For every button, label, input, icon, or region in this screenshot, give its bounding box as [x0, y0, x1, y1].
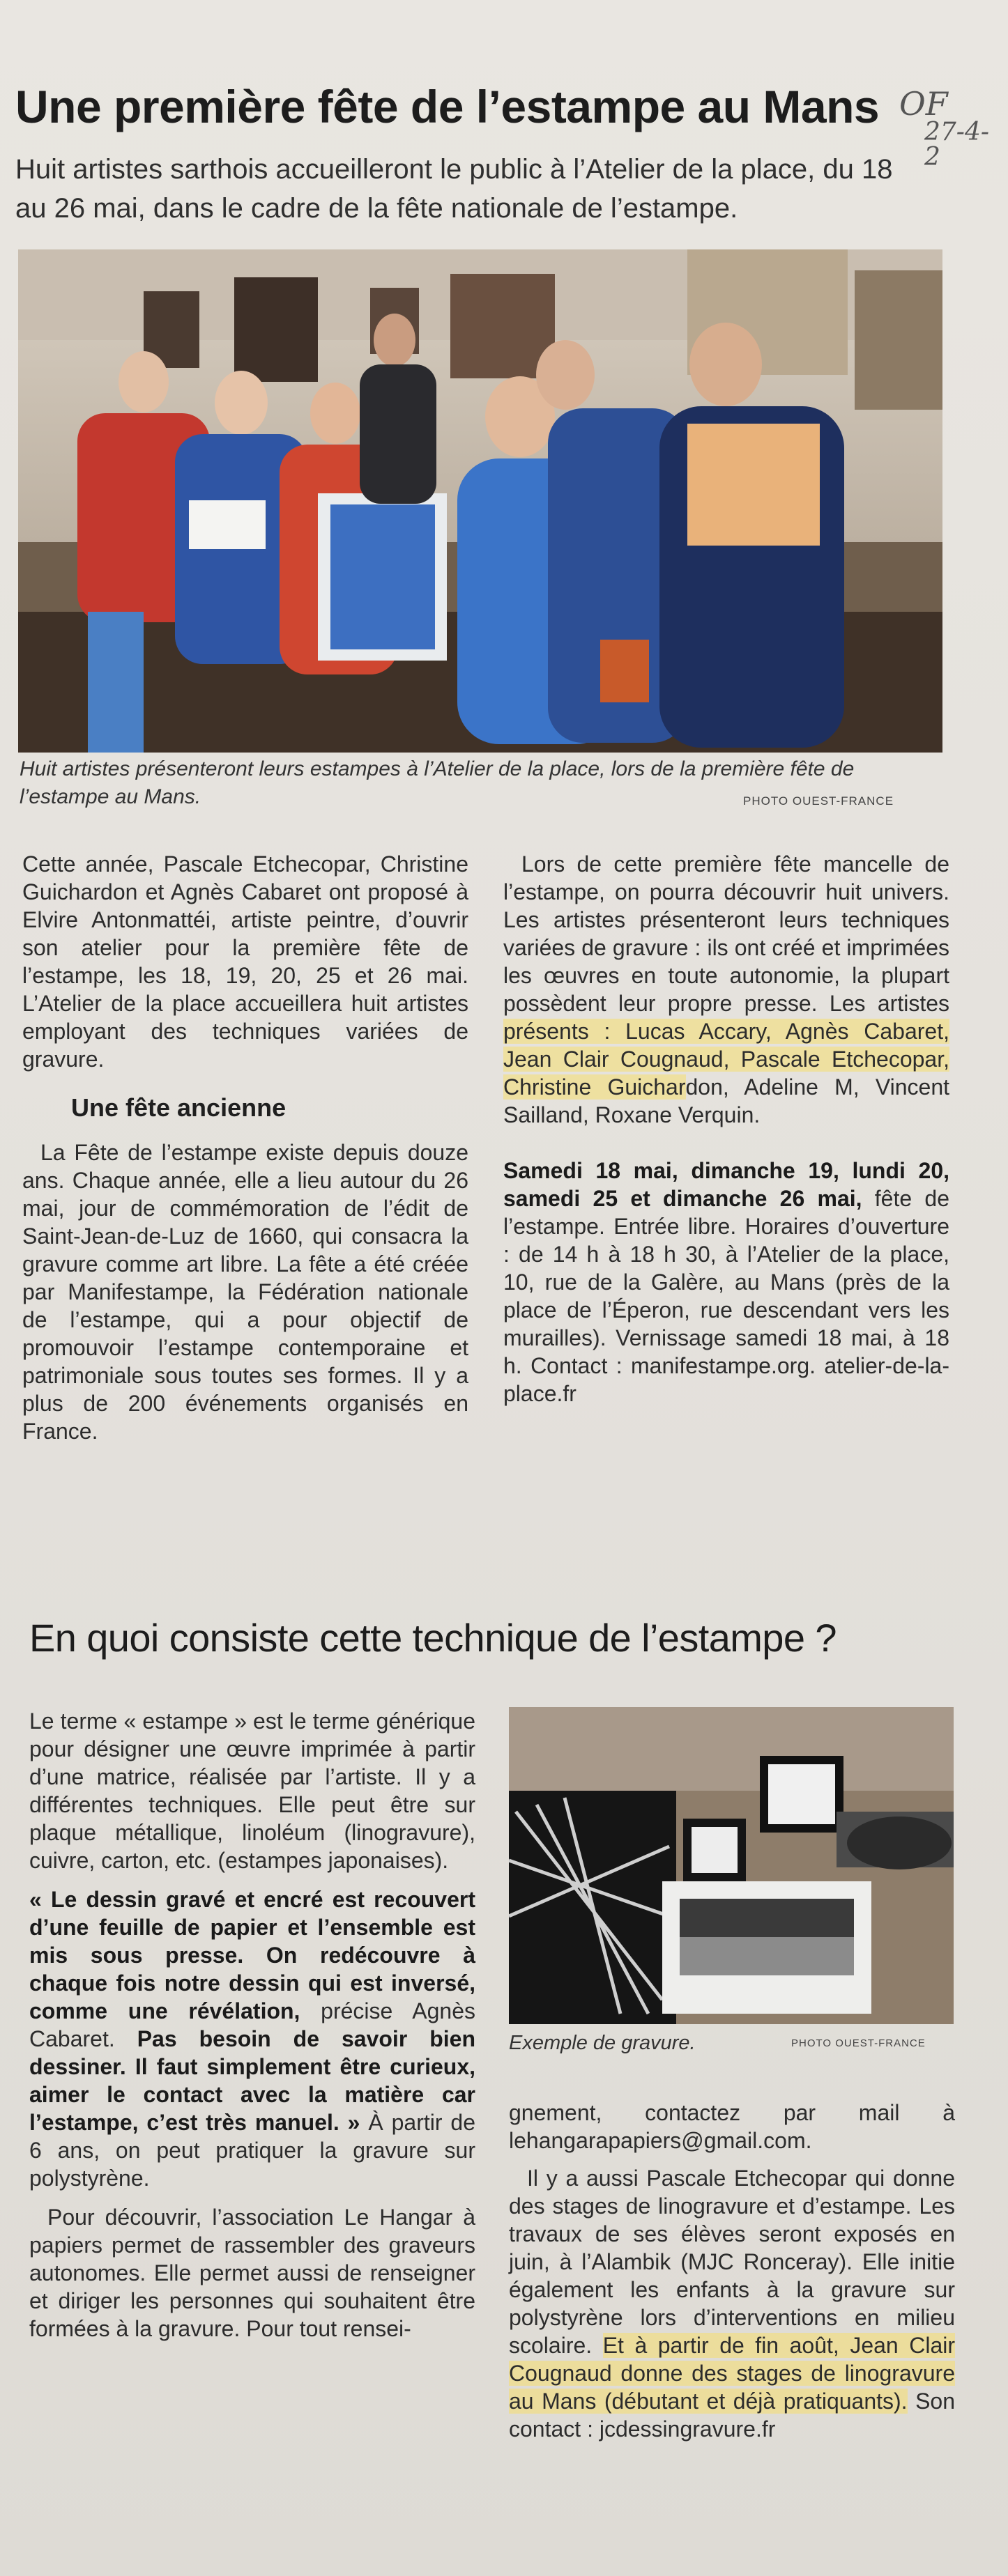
col3-quote-bold: « Le dessin gravé et encré est recouvert d’une feuille de papier et l’ensemble est mis sous presse. On redécouvre à chaque fois notre dessin qui est inversé, comme une révélation,: [29, 1887, 475, 2023]
col2-dates-bold: Samedi 18 mai, dimanche 19, lundi 20, samedi 25 et dimanche 26 mai,: [503, 1158, 949, 1211]
photo2-credit: PHOTO OUEST-FRANCE: [791, 2037, 926, 2049]
col3-paragraph-3: Pour découvrir, l’association Le Hangar à papiers permet de rassembler des graveurs autonomes. Elle permet aussi de renseigner et diriger les personnes qui souhaitent être formées à la gravure. Pour tout rensei-: [29, 2205, 475, 2341]
col1-subhead: Une fête ancienne: [71, 1093, 287, 1122]
artists-group-photo-graphic: [18, 249, 942, 753]
col2-p1-end: don, Adeline M, Vincent Sailland, Roxane Verquin.: [503, 1074, 950, 1127]
col4-p2-text: Il y a aussi Pascale Etchecopar qui donne des stages de linogravure et d’estampe. Les travaux de ses élèves seront exposés en juin, à l’Alambik (MJC Ronceray). Elle initie également les enfants à la gravure sur polystyrène lors d’interventions en milieu scolaire.: [509, 2166, 955, 2358]
handwritten-note-line1: OF: [899, 85, 948, 123]
col3-quote-bold-2: Pas besoin de savoir bien dessiner. Il faut simplement être curieux, aimer le contact avec la matière car l’estampe, c’est très manuel. »: [29, 2026, 476, 2135]
engraving-photo-graphic: [509, 1707, 954, 2024]
column-3: [29, 1707, 475, 2343]
column-1: [22, 850, 468, 1445]
col2-dates-text: fête de l’estampe. Entrée libre. Horaires d’ouverture : de 14 h à 18 h 30, à l’Atelier de la place, 10, rue de la Galère, au Mans (près de la place de l’Éperon, rue descendant vers les murailles). Vernissage samedi 18 mai, à 18 h. Contact : manifestampe.org. atelier-de-la-place.fr: [503, 1186, 950, 1406]
col4-p2-highlight: Et à partir de fin août, Jean Clair Cougnaud donne des stages de linogravure au Mans (débutant et déjà pratiquants).: [509, 2333, 956, 2414]
col1-paragraph-1: Cette année, Pascale Etchecopar, Christine Guichardon et Agnès Cabaret ont proposé à Elvire Antonmattéi, artiste peintre, d’ouvrir son atelier pour la première fête de l’estampe, les 18, 19, 20, 25 et 26 mai. L’Atelier de la place accueillera huit artistes employant des techniques variées de gravure.: [22, 851, 468, 1072]
engraving-photo: [509, 1707, 954, 2024]
second-headline: En quoi consiste cette technique de l’estampe ?: [29, 1616, 837, 1660]
column-2: [503, 850, 949, 1407]
col4-paragraph-1: gnement, contactez par mail à lehangarapapiers@gmail.com.: [509, 2100, 955, 2153]
col3-quote-paragraph: [29, 1885, 475, 2192]
artists-group-photo: [18, 249, 942, 753]
column-4: [509, 2099, 955, 2443]
photo1-caption: Huit artistes présenteront leurs estampes à l’Atelier de la place, lors de la première fête de l’estampe au Mans.: [20, 757, 855, 808]
photo1-credit: PHOTO OUEST-FRANCE: [743, 794, 894, 808]
col2-dates-paragraph: [503, 1157, 949, 1407]
photo2-caption: Exemple de gravure.: [509, 2032, 696, 2054]
col2-p1-text: Lors de cette première fête mancelle de l’estampe, on pourra découvrir huit univers. Les artistes présenteront leurs techniques variées de gravure : ils ont créé et imprimées les œuvres en toute autonomie, la plupart possèdent leur propre presse. Les artistes: [503, 851, 949, 1016]
col4-p2-contact: Son contact : jcdessingravure.fr: [509, 2389, 956, 2442]
col3-paragraph-1: Le terme « estampe » est le terme générique pour désigner une œuvre imprimée à partir d’une matrice, réalisée par l’artiste. Il y a différentes techniques. Elle peut être sur plaque métallique, linoléum (linogravure), cuivre, carton, etc. (estampes japonaises).: [29, 1709, 475, 1873]
article-lead: Huit artistes sarthois accueilleront le public à l’Atelier de la place, du 18 au 26 mai, dans le cadre de la fête nationale de l’estampe.: [15, 154, 893, 224]
col2-p1-highlight: présents : Lucas Accary, Agnès Cabaret, Jean Clair Cougnaud, Pascale Etchecopar, Christine Guichar: [503, 1019, 949, 1100]
col3-quote-end: À partir de 6 ans, on peut pratiquer la gravure sur polystyrène.: [29, 2110, 476, 2191]
headline: Une première fête de l’estampe au Mans: [15, 81, 880, 132]
col3-quote-attribution: précise Agnès Cabaret.: [29, 1998, 475, 2051]
handwritten-note-line2: 27-4-2: [924, 118, 990, 171]
col1-paragraph-2: La Fête de l’estampe existe depuis douze ans. Chaque année, elle a lieu autour du 26 mai, jour de commémoration de l’édit de Saint-Jean-de-Luz de 1660, qui consacra la gravure comme art libre. La fête a été créée par Manifestampe, la Fédération nationale de l’estampe, qui a pour objectif de promouvoir l’estampe contemporaine et patrimoniale sous toutes ses formes. Il y a plus de 200 événements organisés en France.: [22, 1140, 468, 1444]
col2-paragraph-1: [503, 850, 949, 1129]
col4-paragraph-2: [509, 2164, 955, 2443]
